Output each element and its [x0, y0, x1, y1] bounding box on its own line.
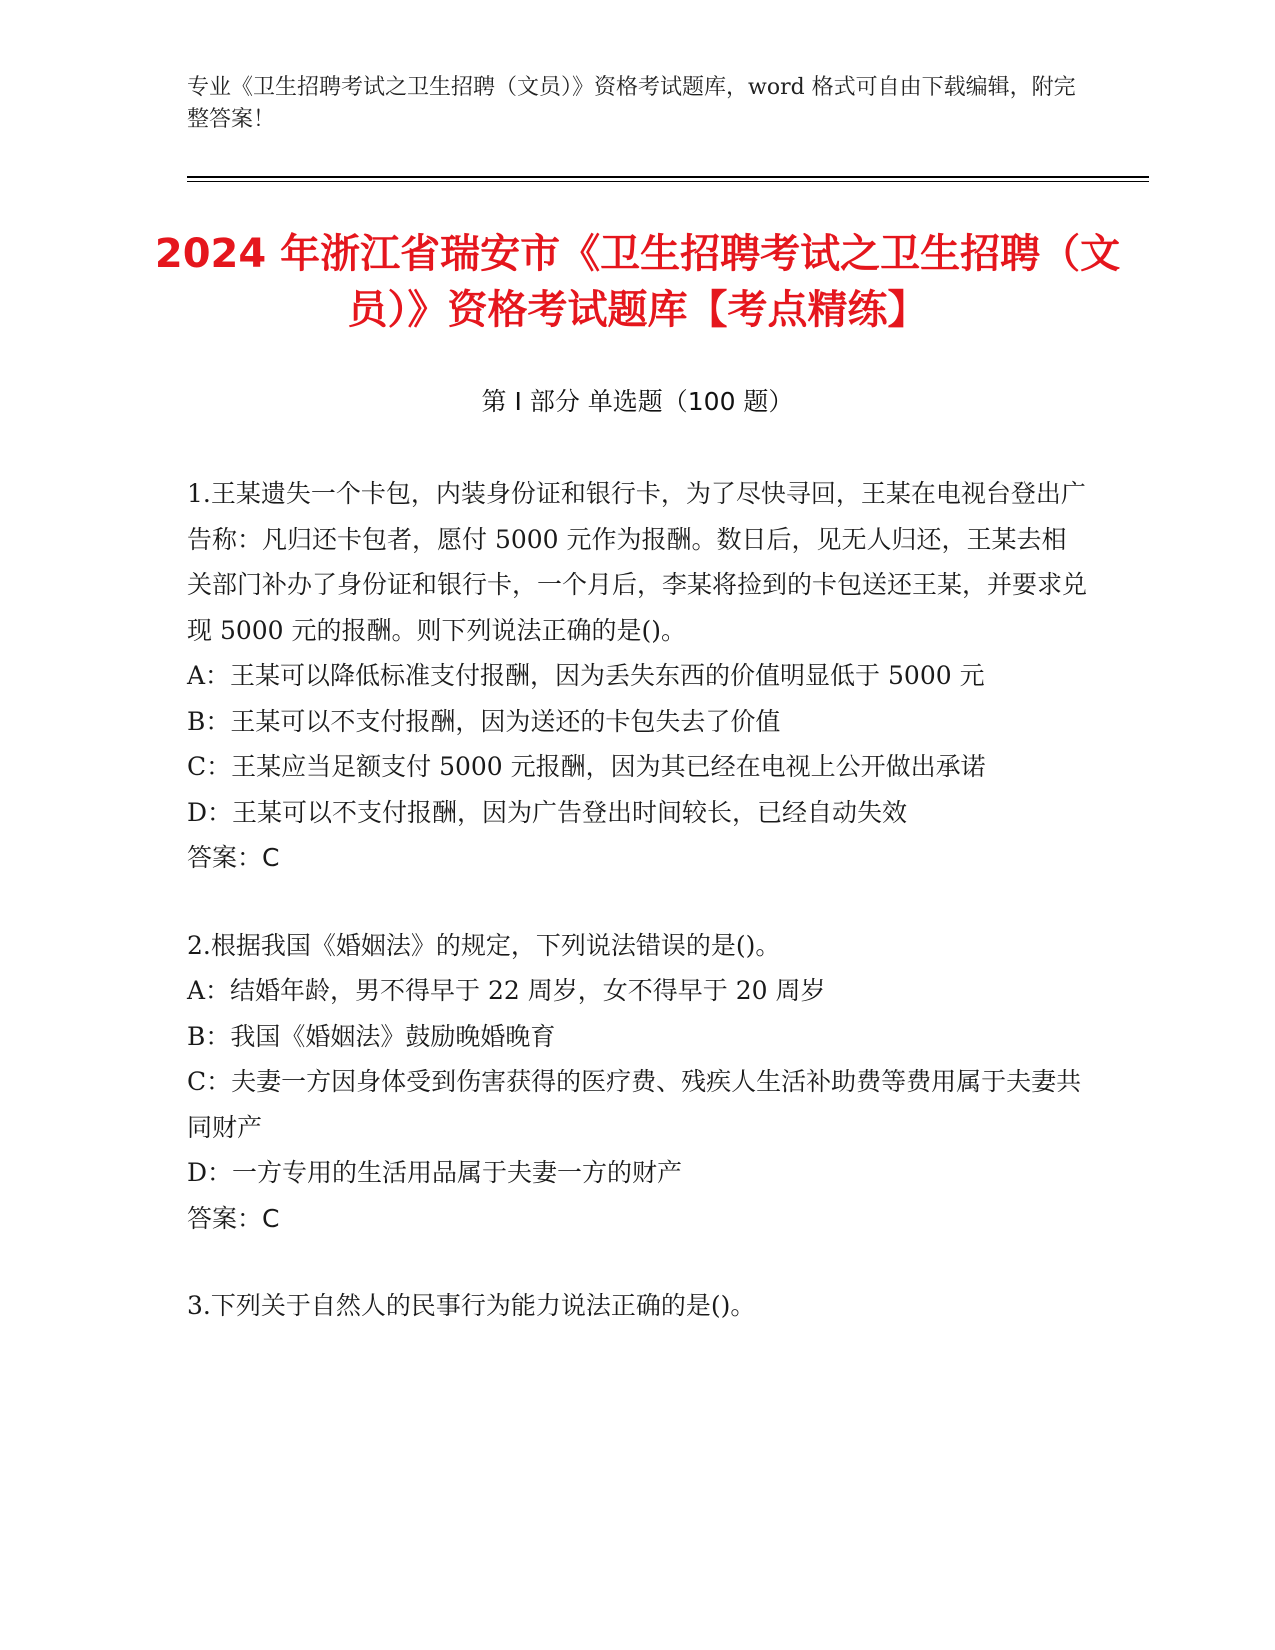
option-a: A：王某可以降低标准支付报酬，因为丢失东西的价值明显低于 5000 元 [187, 661, 985, 690]
question-list [187, 471, 1087, 1329]
question-1 [187, 471, 1087, 881]
section-heading: 第 I 部分 单选题（100 题） [481, 387, 794, 416]
option-d: D：一方专用的生活用品属于夫妻一方的财产 [187, 1158, 683, 1187]
question-2 [187, 923, 1087, 1242]
option-c: C：王某应当足额支付 5000 元报酬，因为其已经在电视上公开做出承诺 [187, 752, 986, 781]
header-note: 专业《卫生招聘考试之卫生招聘（文员）》资格考试题库，word 格式可自由下载编辑，附完整答案！ [187, 75, 1076, 132]
question-stem: 1.王某遗失一个卡包，内装身份证和银行卡，为了尽快寻回，王某在电视台登出广告称：凡归还卡包者，愿付 5000 元作为报酬。数日后，见无人归还，王某去相关部门补办了身份证和银行卡，一个月后，李某将捡到的卡包送还王某，并要求兑现 5000 元的报酬。则下列说法正确的是()。 [187, 479, 1088, 645]
answer-line: 答案：C [187, 1203, 280, 1233]
question-spacer [187, 1241, 1087, 1283]
option-a: A：结婚年龄，男不得早于 22 周岁，女不得早于 20 周岁 [187, 976, 826, 1005]
option-b: B：王某可以不支付报酬，因为送还的卡包失去了价值 [187, 706, 781, 736]
question-spacer [187, 881, 1087, 923]
header-divider-thin [187, 181, 1149, 182]
document-title: 2024 年浙江省瑞安市《卫生招聘考试之卫生招聘（文员）》资格考试题库【考点精练】 [154, 231, 1121, 333]
option-d: D：王某可以不支付报酬，因为广告登出时间较长，已经自动失效 [187, 797, 908, 827]
header-divider-thick [187, 176, 1149, 178]
option-b: B：我国《婚姻法》鼓励晚婚晚育 [187, 1021, 556, 1051]
answer-line: 答案：C [187, 843, 280, 872]
question-stem: 2.根据我国《婚姻法》的规定，下列说法错误的是()。 [187, 930, 781, 960]
question-stem: 3.下列关于自然人的民事行为能力说法正确的是()。 [187, 1291, 756, 1320]
option-c: C：夫妻一方因身体受到伤害获得的医疗费、残疾人生活补助费等费用属于夫妻共同财产 [187, 1067, 1082, 1142]
question-3 [187, 1283, 1087, 1329]
